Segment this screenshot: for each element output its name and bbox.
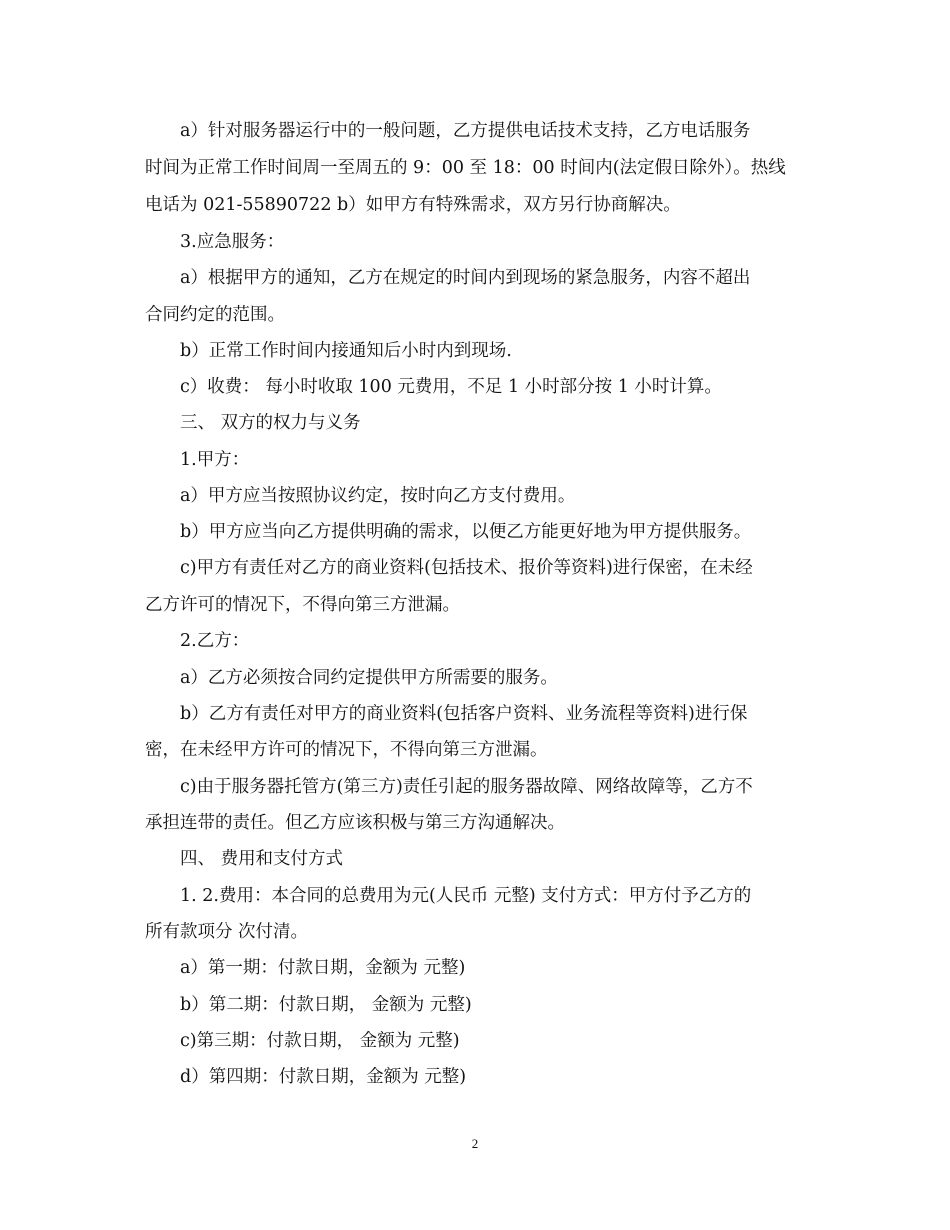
text-line: b）甲方应当向乙方提供明确的需求，以便乙方能更好地为甲方提供服务。	[180, 522, 752, 542]
text-line: c)第三期：付款日期， 金额为 元整)	[180, 1031, 460, 1051]
section-heading: 3.应急服务：	[180, 232, 285, 252]
text-line: b）第二期：付款日期， 金额为 元整)	[180, 995, 472, 1015]
text-line: 时间为正常工作时间周一至周五的 9：00 至 18：00 时间内(法定假日除外）。热线	[145, 158, 786, 178]
section-heading: 2.乙方：	[180, 631, 250, 651]
section-heading: 1.甲方：	[180, 450, 250, 470]
text-line: a）根据甲方的通知，乙方在规定的时间内到现场的紧急服务，内容不超出	[180, 268, 751, 288]
text-line: c）收费： 每小时收取 100 元费用，不足 1 小时部分按 1 小时计算。	[180, 377, 722, 397]
text-line: 所有款项分 次付清。	[145, 922, 309, 942]
text-line: c)由于服务器托管方(第三方)责任引起的服务器故障、网络故障等，乙方不	[180, 777, 753, 797]
page-number: 2	[471, 1136, 479, 1151]
text-line: a）第一期：付款日期，金额为 元整)	[180, 958, 466, 978]
text-line: 合同约定的范围。	[145, 305, 285, 325]
text-line: a）针对服务器运行中的一般问题，乙方提供电话技术支持，乙方电话服务	[180, 121, 751, 141]
text-line: 密，在未经甲方许可的情况下，不得向第三方泄漏。	[145, 740, 548, 760]
text-line: d）第四期：付款日期，金额为 元整)	[180, 1067, 467, 1087]
section-heading: 四、 费用和支付方式	[180, 849, 344, 869]
text-line: b）乙方有责任对甲方的商业资料(包括客户资料、业务流程等资料)进行保	[180, 704, 748, 724]
text-line: 1. 2.费用：本合同的总费用为元(人民币 元整) 支付方式：甲方付予乙方的	[180, 886, 752, 906]
text-line: 电话为 021-55890722 b）如甲方有特殊需求，双方另行协商解决。	[145, 195, 681, 215]
text-line: 承担连带的责任。但乙方应该积极与第三方沟通解决。	[145, 813, 565, 833]
text-line: 乙方许可的情况下，不得向第三方泄漏。	[145, 595, 460, 615]
text-line: a）甲方应当按照协议约定，按时向乙方支付费用。	[180, 486, 576, 506]
text-line: b）正常工作时间内接通知后小时内到现场.	[180, 341, 512, 361]
section-heading: 三、 双方的权力与义务	[180, 413, 361, 433]
text-line: c)甲方有责任对乙方的商业资料(包括技术、报价等资料)进行保密，在未经	[180, 558, 753, 578]
text-line: a）乙方必须按合同约定提供甲方所需要的服务。	[180, 668, 558, 688]
